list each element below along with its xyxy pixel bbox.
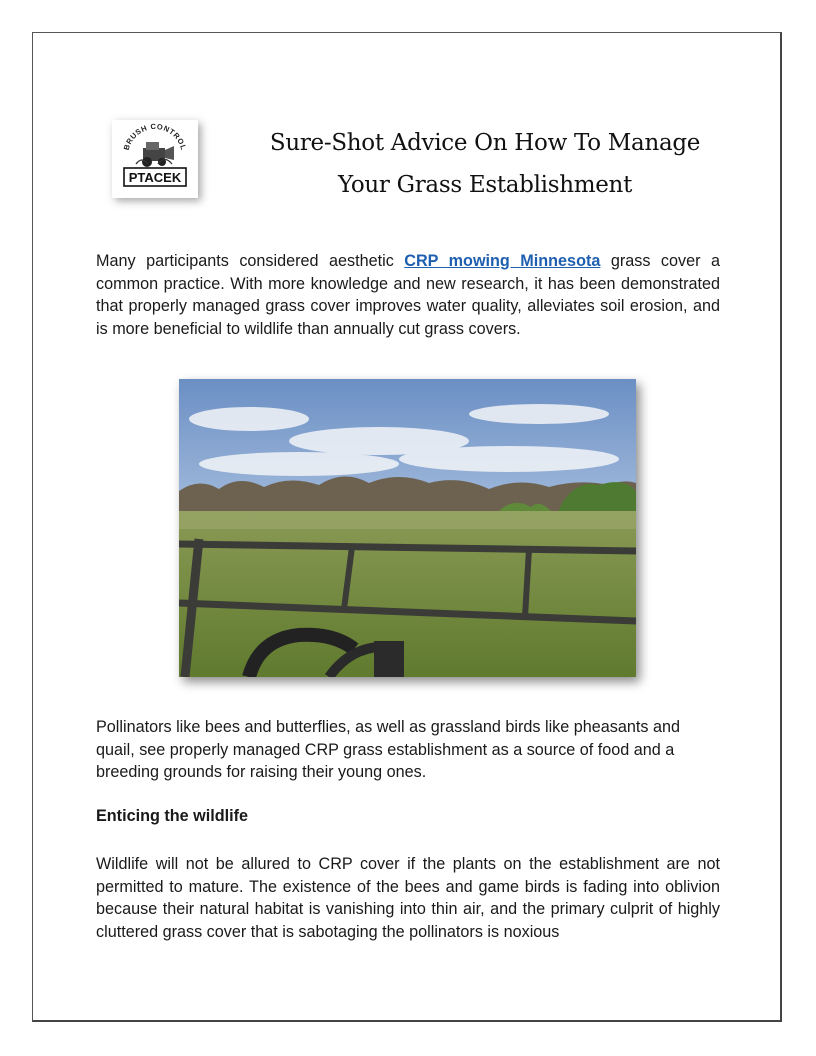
title-line-2: Your Grass Establishment	[337, 172, 633, 198]
logo-name-text: PTACEK	[128, 170, 182, 185]
section-heading: Enticing the wildlife	[96, 807, 248, 825]
company-logo	[112, 120, 198, 198]
field-photo-graphic	[179, 379, 636, 677]
title-line-1: Sure-Shot Advice On How To Manage	[269, 130, 701, 156]
intro-text-before: Many participants considered aesthetic	[96, 252, 405, 270]
mower-icon	[136, 142, 174, 167]
logo-arc-text: BRUSH CONTROL	[121, 121, 189, 152]
crp-mowing-link[interactable]: CRP mowing Minnesota	[404, 252, 601, 270]
field-photo	[179, 379, 636, 677]
pollinators-paragraph: Pollinators like bees and butterflies, as well as grassland birds like pheasants and quail, see properly managed CRP grass establishment as a source of food and a breeding grounds for raising their young ones.	[96, 718, 680, 782]
page-title	[230, 122, 740, 206]
wildlife-paragraph: Wildlife will not be allured to CRP cover if the plants on the establishment are not permitted to mature. The existence of the bees and game birds is fading into oblivion because their natural habitat is vanishing into thin air, and the primary culprit of highly cluttered grass cover that is sabotaging the pollinators is noxious	[96, 855, 720, 941]
intro-paragraph	[96, 250, 720, 340]
logo-graphic	[112, 120, 198, 198]
intro-text-after: grass cover a common practice. With more knowledge and new research, it has been demonstrated that properly managed grass cover improves water quality, alleviates soil erosion, and is more beneficial to wildlife than annually cut grass covers.	[96, 252, 720, 338]
